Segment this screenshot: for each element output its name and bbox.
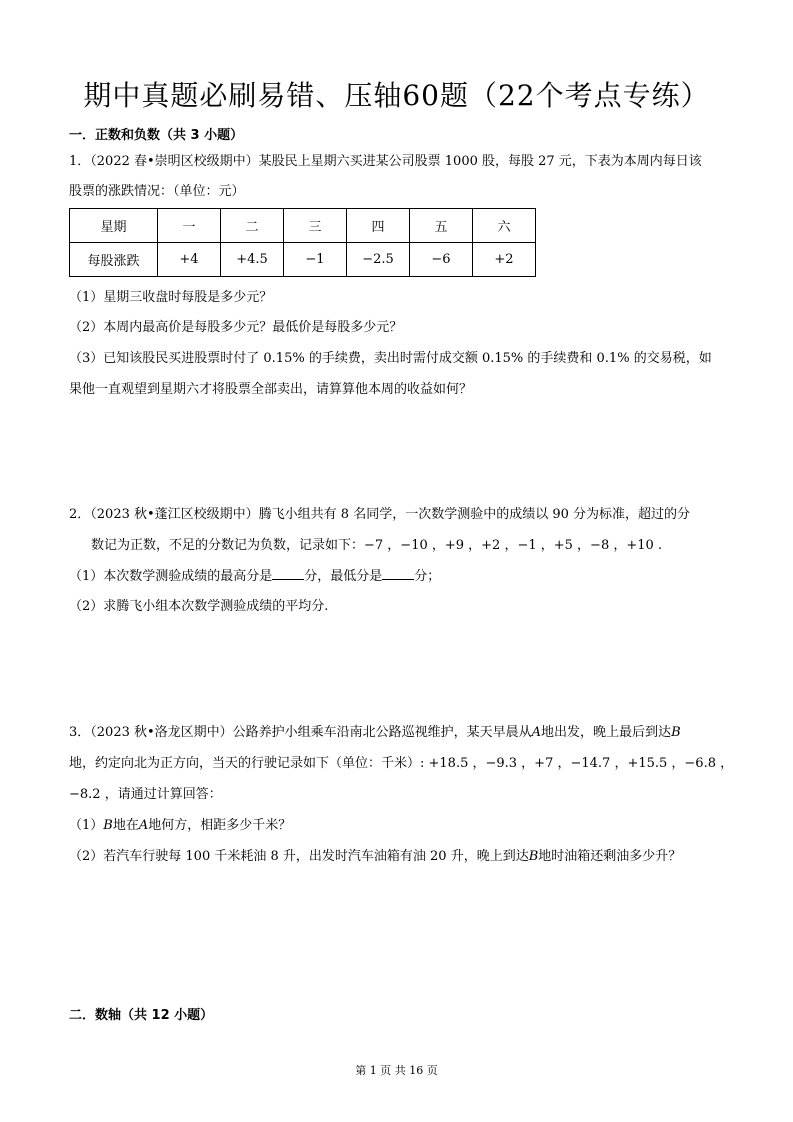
page-footer: 第 1 页 共 16 页 (355, 1064, 438, 1077)
table-day-wed: 三 (284, 209, 347, 243)
question-2-stem-line1: 2．（2023 秋•蓬江区校级期中）腾飞小组共有 8 名同学，一次数学测验中的成绩以 90 分为标准，超过的分 (69, 507, 690, 522)
table-value-wed: −1 (284, 243, 347, 277)
table-value-thu: −2.5 (347, 243, 410, 277)
question-2-sub1 (69, 567, 440, 586)
question-1-sub3-line2: 果他一直观望到星期六才将股票全部卖出，请算算他本周的收益如何？ (69, 382, 473, 397)
question-2-sub1-text-c: 分； (414, 569, 441, 584)
question-3-stem-line2: 地，约定向北为正方向，当天的行驶记录如下（单位：千米）: +18.5 ，−9.3 ，+7 ，−14.7 ，+15.5 ，−6.8 ， (69, 756, 734, 771)
table-header-row (70, 209, 536, 243)
question-2-sub2: （2）求腾飞小组本次数学测验成绩的平均分. (69, 599, 329, 614)
table-row-label: 每股涨跌 (70, 243, 158, 277)
question-3-sub1-text-b: 地在 (112, 818, 139, 833)
table-value-sat: +2 (473, 243, 536, 277)
section-heading-positive-negative: 一．正数和负数（共 3 小题） (69, 128, 244, 143)
table-day-mon: 一 (158, 209, 221, 243)
table-day-fri: 五 (410, 209, 473, 243)
answer-blank-lowest[interactable] (382, 567, 414, 580)
section-heading-number-line: 二．数轴（共 12 小题） (69, 1008, 214, 1023)
question-1-sub2: （2）本周内最高价是每股多少元？最低价是每股多少元？ (69, 320, 403, 335)
table-value-fri: −6 (410, 243, 473, 277)
question-1-stem-line2: 股票的涨跌情况：（单位：元） (69, 184, 245, 199)
question-3-sub2-text-b: 地时油箱还剩油多少升？ (538, 849, 682, 864)
question-3-stem-line1 (69, 724, 681, 742)
question-2-sub1-text-a: （1）本次数学测验成绩的最高分是 (69, 569, 273, 584)
question-3-stem-line3: −8.2 ，请通过计算回答： (69, 787, 222, 802)
question-2-stem-line2: 数记为正数，不足的分数记为负数，记录如下：−7 ，−10 ，+9 ，+2 ，−1 ，+5 ，−8 ，+10 . (91, 538, 663, 553)
table-day-thu: 四 (347, 209, 410, 243)
variable-b: B (671, 725, 681, 740)
answer-blank-highest[interactable] (272, 567, 304, 580)
question-3-sub1-text-a: （1） (69, 818, 104, 833)
table-header-label: 星期 (70, 209, 158, 243)
table-value-row (70, 243, 536, 277)
question-3-sub2-text-a: （2）若汽车行驶每 100 千米耗油 8 升，出发时汽车油箱有油 20 升，晚上到达 (69, 849, 529, 864)
question-3-sub2 (69, 848, 681, 866)
question-2-sub1-text-b: 分，最低分是 (304, 569, 383, 584)
question-3-sub1-text-c: 地何方，相距多少千米？ (148, 818, 292, 833)
question-3-line1-text-a: 3．（2023 秋•洛龙区期中）公路养护小组乘车沿南北公路巡视维护，某天早晨从 (69, 725, 532, 740)
question-1-sub3-line1: （3）已知该股民买进股票时付了 0.15% 的手续费，卖出时需付成交额 0.15% 的手续费和 0.1% 的交易税，如 (69, 351, 712, 366)
variable-a: A (138, 818, 149, 833)
question-3-sub1 (69, 817, 291, 835)
variable-a: A (531, 725, 542, 740)
table-day-tue: 二 (221, 209, 284, 243)
variable-b: B (528, 849, 539, 864)
question-1-stem-line1: 1．（2022 春•崇明区校级期中）某股民上星期六买进某公司股票 1000 股，每股 27 元，下表为本周内每日该 (69, 154, 702, 169)
table-value-tue: +4.5 (221, 243, 284, 277)
stock-change-table (69, 208, 536, 277)
table-value-mon: +4 (158, 243, 221, 277)
question-3-line1-text-b: 地出发，晚上最后到达 (541, 725, 672, 740)
table-day-sat: 六 (473, 209, 536, 243)
question-1-sub1: （1）星期三收盘时每股是多少元？ (69, 290, 273, 305)
page-title: 期中真题必刷易错、压轴60题（22个考点专练） (83, 79, 710, 112)
variable-b: B (103, 818, 113, 833)
